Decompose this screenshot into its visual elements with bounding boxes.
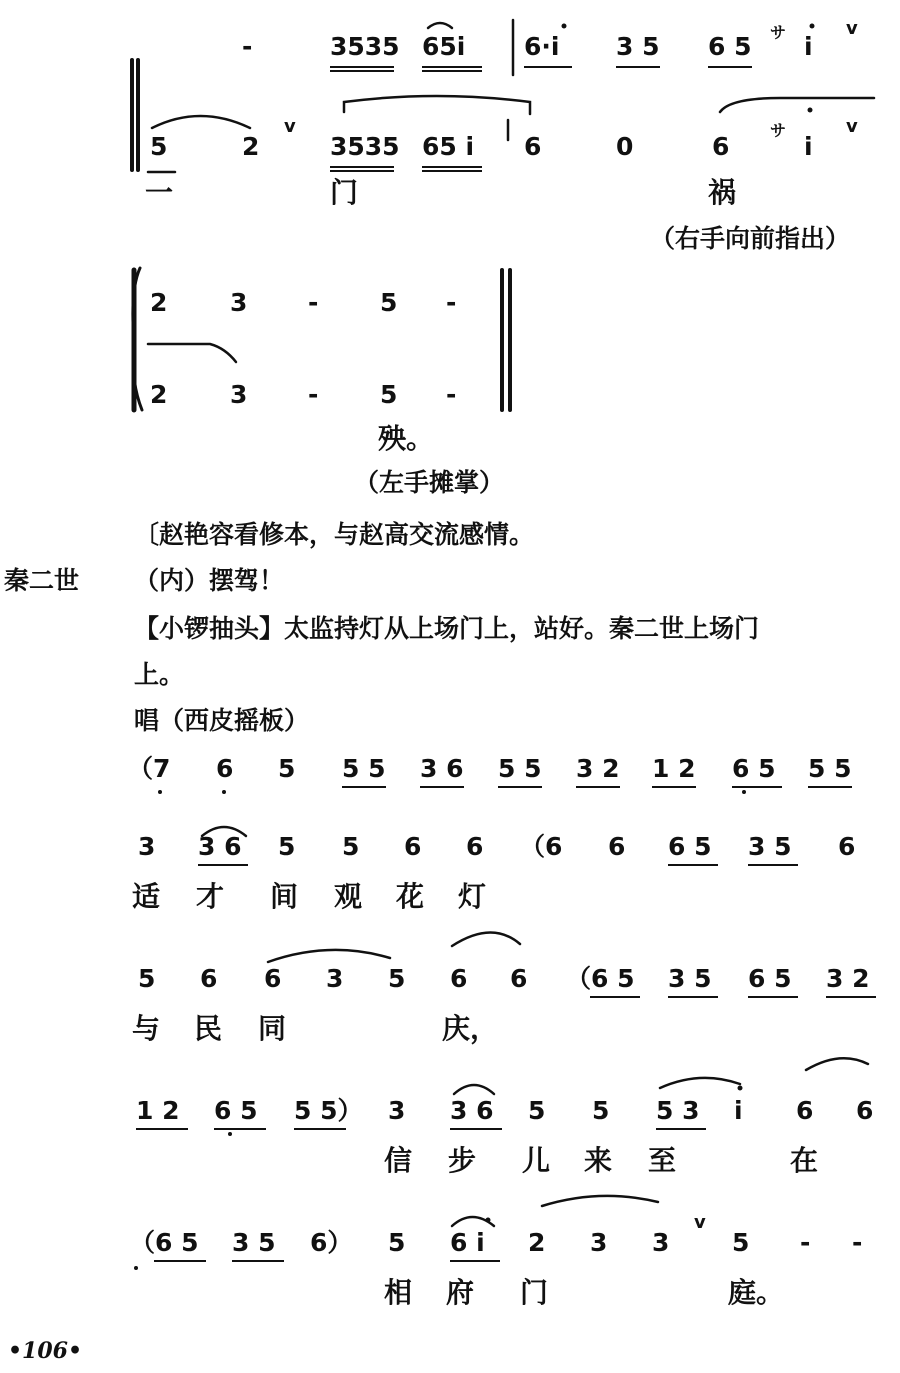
note: 6: [524, 132, 542, 161]
note: 3 5: [232, 1228, 276, 1257]
note: 5: [138, 964, 156, 993]
lyric: 庭。: [728, 1276, 785, 1309]
note: 3535: [330, 132, 400, 161]
lyric: 适: [132, 880, 161, 913]
note: 5: [592, 1096, 610, 1125]
note: 6: [796, 1096, 814, 1125]
stage-direction: 〔赵艳容看修本，与赵高交流感情。: [134, 520, 535, 549]
lyric: 殃。: [378, 422, 435, 455]
note: -: [446, 380, 457, 409]
note: （7: [128, 754, 171, 783]
lyric: 观: [334, 880, 363, 913]
note: 2: [242, 132, 260, 161]
note: 6·i: [524, 32, 560, 61]
lyric: 来: [584, 1144, 613, 1177]
lyric: 信: [384, 1144, 413, 1177]
note: 6: [510, 964, 528, 993]
lyric: 祸: [708, 176, 737, 209]
note: 3 6: [420, 754, 464, 783]
note: 0: [616, 132, 634, 161]
note: -: [446, 288, 457, 317]
note: 3: [388, 1096, 406, 1125]
note: 5: [732, 1228, 750, 1257]
lyric: 灯: [458, 880, 487, 913]
note: 3: [138, 832, 156, 861]
lyric: 一: [145, 176, 174, 209]
breath-mark: v: [846, 18, 858, 39]
note: 5 3: [656, 1096, 700, 1125]
page-number: •106•: [8, 1338, 83, 1364]
note: 5: [388, 1228, 406, 1257]
note: -: [242, 32, 253, 61]
note: 2: [150, 288, 168, 317]
note: 3: [230, 380, 248, 409]
ornament: サ: [770, 23, 787, 42]
note: 65 i: [422, 132, 475, 161]
note: i: [804, 32, 813, 61]
note: 5: [380, 288, 398, 317]
speech: （内）摆驾！: [134, 566, 285, 595]
note: 5 5）: [294, 1096, 363, 1125]
note: 5: [278, 754, 296, 783]
note: （6: [520, 832, 563, 861]
note: （6 5: [130, 1228, 199, 1257]
ornament: サ: [770, 121, 787, 140]
note: 3535: [330, 32, 400, 61]
note: 1 2: [136, 1096, 180, 1125]
lyric: 儿: [522, 1144, 551, 1177]
lyric: 民: [194, 1012, 223, 1045]
note: 6: [264, 964, 282, 993]
note: 5: [150, 132, 168, 161]
breath-mark: v: [846, 116, 858, 137]
stage-direction: （左手摊掌）: [354, 468, 505, 497]
lyric: 才: [196, 880, 225, 913]
aria-heading: 唱（西皮摇板）: [134, 706, 310, 735]
note: -: [852, 1228, 863, 1257]
note: 3 5: [616, 32, 660, 61]
note: 3: [326, 964, 344, 993]
breath-mark: v: [284, 116, 296, 137]
lyric: 在: [790, 1144, 819, 1177]
note: 6: [466, 832, 484, 861]
lyric: 花: [396, 880, 425, 913]
breath-mark: v: [694, 1212, 706, 1233]
lyric: 门: [330, 176, 359, 209]
lyric: 府: [446, 1276, 475, 1309]
note: 6 5: [732, 754, 776, 783]
lyric: 至: [648, 1144, 677, 1177]
note: 6: [200, 964, 218, 993]
note: 6）: [310, 1228, 353, 1257]
note: 5 5: [498, 754, 542, 783]
cue-text: 上。: [134, 660, 185, 689]
note: i: [734, 1096, 743, 1125]
note: 6: [404, 832, 422, 861]
cue-text: 太监持灯从上场门上，站好。秦二世上场门: [284, 614, 760, 643]
note: 6: [450, 964, 468, 993]
note: 3 6: [450, 1096, 494, 1125]
note: 3: [230, 288, 248, 317]
note: -: [308, 288, 319, 317]
note: 5: [278, 832, 296, 861]
note: 5: [528, 1096, 546, 1125]
note: 3: [652, 1228, 670, 1257]
lyric: 相: [384, 1276, 413, 1309]
note: 3 2: [826, 964, 870, 993]
note: 6 5: [214, 1096, 258, 1125]
note: （6 5: [566, 964, 635, 993]
note: 6 i: [450, 1228, 485, 1257]
note: 6 5: [708, 32, 752, 61]
note: 2: [528, 1228, 546, 1257]
lyric: 门: [520, 1276, 549, 1309]
note: 5 5: [808, 754, 852, 783]
stage-direction: （右手向前指出）: [650, 224, 851, 253]
note: 3 5: [668, 964, 712, 993]
cue-label: 【小锣抽头】: [134, 614, 285, 643]
note: 6: [608, 832, 626, 861]
note: 3: [590, 1228, 608, 1257]
note: 6: [712, 132, 730, 161]
note: 5: [342, 832, 360, 861]
speaker-name: 秦二世: [4, 566, 80, 595]
note: 1 2: [652, 754, 696, 783]
note: -: [308, 380, 319, 409]
note: 6: [856, 1096, 874, 1125]
lyric: 与: [132, 1012, 161, 1045]
note: 6: [216, 754, 234, 783]
lyric: 庆，: [442, 1012, 499, 1045]
note: 3 5: [748, 832, 792, 861]
note: 3 6: [198, 832, 242, 861]
note: 6 5: [668, 832, 712, 861]
note: -: [800, 1228, 811, 1257]
lyric: 间: [270, 880, 299, 913]
note: 5 5: [342, 754, 386, 783]
note: 65i: [422, 32, 466, 61]
note: i: [804, 132, 813, 161]
note: 6: [838, 832, 856, 861]
lyric: 同: [258, 1012, 287, 1045]
note: 6 5: [748, 964, 792, 993]
note: 5: [388, 964, 406, 993]
lyric: 步: [448, 1144, 477, 1177]
note: 5: [380, 380, 398, 409]
note: 2: [150, 380, 168, 409]
note: 3 2: [576, 754, 620, 783]
